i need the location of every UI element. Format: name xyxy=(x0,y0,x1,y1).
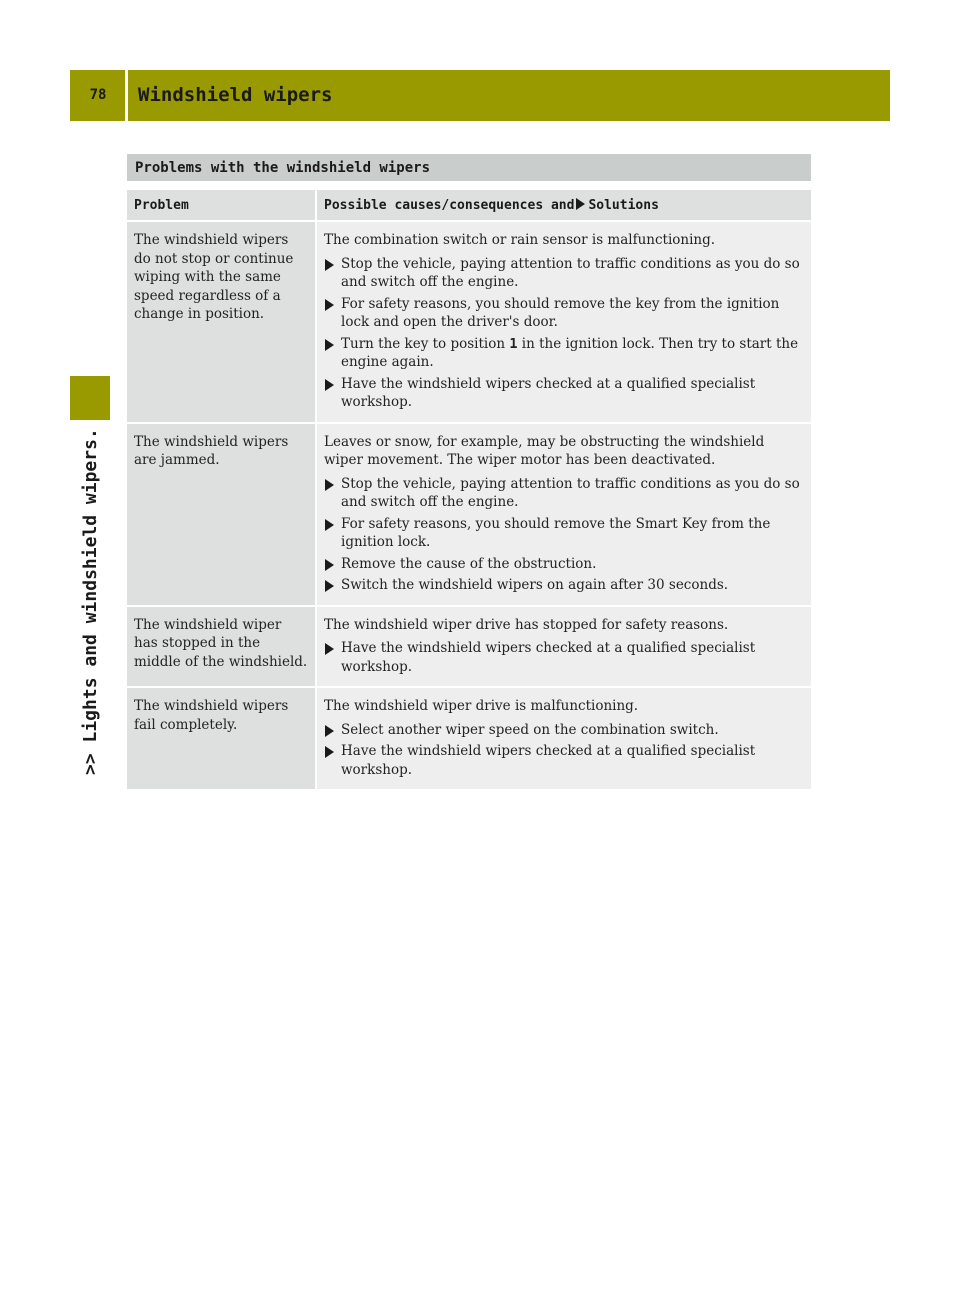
step-text: Select another wiper speed on the combination switch. xyxy=(341,721,719,738)
solutions-header-label: Solutions xyxy=(588,197,659,213)
solution-step xyxy=(324,255,804,292)
step-text: Stop the vehicle, paying attention to traffic conditions as you do so and switch off the engine. xyxy=(341,475,800,510)
section-title: Problems with the windshield wipers xyxy=(127,154,811,181)
problems-table xyxy=(127,190,811,791)
solution-step xyxy=(324,375,804,412)
step-text: Have the windshield wipers checked at a qualified specialist workshop. xyxy=(341,640,756,675)
cause-text: The combination switch or rain sensor is malfunctioning. xyxy=(324,232,716,248)
arrow-right-icon xyxy=(325,259,334,271)
solution-step xyxy=(324,742,804,779)
problem-cell: The windshield wipers do not stop or continue wiping with the same speed regardless of a change in position. xyxy=(127,221,316,423)
solution-step xyxy=(324,576,804,595)
arrow-right-icon xyxy=(325,299,334,311)
solution-step xyxy=(324,475,804,512)
solution-cell xyxy=(316,423,811,606)
step-text: Stop the vehicle, paying attention to traffic conditions as you do so and switch off the engine. xyxy=(341,255,800,290)
table-header-row xyxy=(127,190,811,221)
cause-text: The windshield wiper drive is malfunctioning. xyxy=(324,698,639,714)
solution-cell xyxy=(316,221,811,423)
page-title: Windshield wipers xyxy=(138,84,333,106)
arrow-right-icon xyxy=(325,580,334,592)
step-text: Have the windshield wipers checked at a qualified specialist workshop. xyxy=(341,743,756,778)
solution-cell xyxy=(316,687,811,790)
column-header-problem: Problem xyxy=(127,190,316,221)
solution-step xyxy=(324,721,804,740)
cause-text: The windshield wiper drive has stopped for safety reasons. xyxy=(324,616,729,633)
causes-header-label: Possible causes/consequences and xyxy=(324,197,575,213)
arrow-right-icon xyxy=(325,339,334,351)
arrow-right-icon xyxy=(325,725,334,737)
step-text: Remove the cause of the obstruction. xyxy=(341,555,597,572)
arrow-right-icon xyxy=(325,643,334,655)
table-row xyxy=(127,687,811,790)
solution-step xyxy=(324,335,804,372)
table-row xyxy=(127,423,811,606)
key-position-number: 1 xyxy=(509,335,518,352)
arrow-right-icon xyxy=(325,379,334,391)
chapter-side-label: >> Lights and windshield wipers. xyxy=(80,428,101,775)
cause-text: Leaves or snow, for example, may be obstructing the windshield wiper movement. The wiper motor has been deactivated. xyxy=(324,433,765,468)
step-text-after: in the ignition lock. Then try to start the engine again. xyxy=(341,335,799,370)
page-number: 78 xyxy=(89,87,107,103)
step-text: For safety reasons, you should remove the Smart Key from the ignition lock. xyxy=(341,515,771,550)
solution-step xyxy=(324,515,804,552)
column-header-causes-solutions xyxy=(316,190,811,221)
solution-step xyxy=(324,639,804,676)
arrow-right-icon xyxy=(325,519,334,531)
solution-step xyxy=(324,295,804,332)
table-row xyxy=(127,221,811,423)
arrow-right-icon xyxy=(576,198,585,210)
problem-cell: The windshield wipers are jammed. xyxy=(127,423,316,606)
step-text-before: Turn the key to position xyxy=(341,335,510,352)
table-row xyxy=(127,606,811,688)
arrow-right-icon xyxy=(325,559,334,571)
step-text: Switch the windshield wipers on again after 30 seconds. xyxy=(341,577,729,593)
arrow-right-icon xyxy=(325,479,334,491)
solution-step xyxy=(324,555,804,574)
solution-cell xyxy=(316,606,811,688)
step-text: Have the windshield wipers checked at a qualified specialist workshop. xyxy=(341,375,756,410)
arrow-right-icon xyxy=(325,746,334,758)
problem-cell: The windshield wiper has stopped in the middle of the windshield. xyxy=(127,606,316,688)
problem-cell: The windshield wipers fail completely. xyxy=(127,687,316,790)
step-text: For safety reasons, you should remove the key from the ignition lock and open the driver's door. xyxy=(341,295,780,330)
header-divider xyxy=(125,70,128,121)
